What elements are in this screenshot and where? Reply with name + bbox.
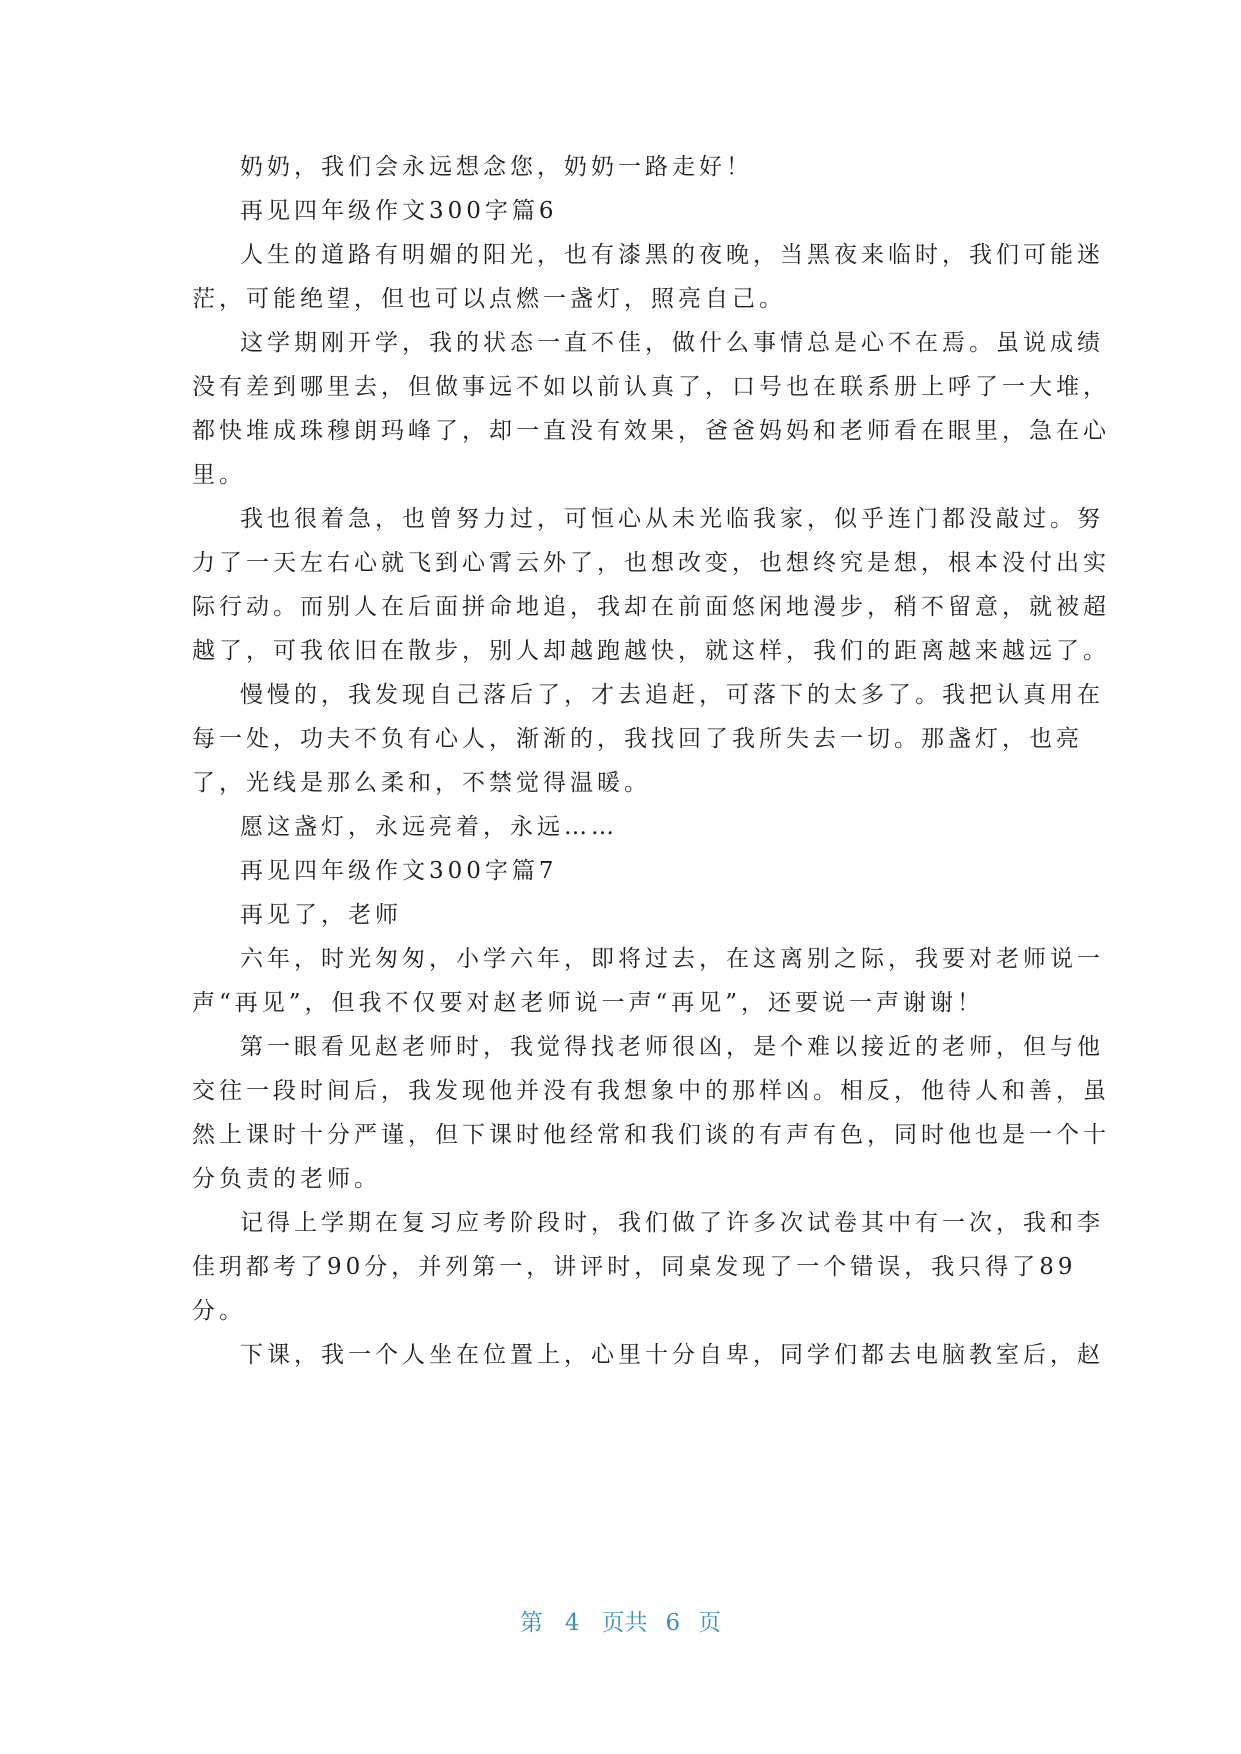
footer-prefix: 第: [519, 1610, 543, 1636]
essay-subtitle: 再见了，老师: [240, 902, 402, 928]
text-line: 我也很着急，也曾努力过，可恒心从未光临我家，似乎连门都没敲过。努: [240, 506, 1104, 532]
text-line: 佳玥都考了90分，并列第一，讲评时，同桌发现了一个错误，我只得了89: [192, 1254, 1077, 1280]
text-line: 都快堆成珠穆朗玛峰了，却一直没有效果，爸爸妈妈和老师看在眼里，急在心: [192, 418, 1110, 444]
text-line: 第一眼看见赵老师时，我觉得找老师很凶，是个难以接近的老师，但与他: [240, 1034, 1104, 1060]
text-line: 每一处，功夫不负有心人，渐渐的，我找回了我所失去一切。那盏灯，也亮: [192, 726, 1083, 752]
essay-heading-6: 再见四年级作文300字篇6: [240, 198, 558, 224]
text-line: 六年，时光匆匆，小学六年，即将过去，在这离别之际，我要对老师说一: [240, 946, 1104, 972]
footer-middle: 页共: [601, 1610, 648, 1636]
page-footer: [0, 1604, 1241, 1637]
text-line: 力了一天左右心就飞到心霄云外了，也想改变，也想终究是想，根本没付出实: [192, 550, 1110, 576]
footer-total-pages: 6: [665, 1610, 681, 1636]
text-line: 分。: [192, 1298, 246, 1324]
text-line: 了，光线是那么柔和，不禁觉得温暖。: [192, 770, 651, 796]
text-line: 声“再见”，但我不仅要对赵老师说一声“再见”，还要说一声谢谢！: [192, 990, 985, 1016]
text-line: 交往一段时间后，我发现他并没有我想象中的那样凶。相反，他待人和善，虽: [192, 1078, 1110, 1104]
text-line: 际行动。而别人在后面拼命地追，我却在前面悠闲地漫步，稍不留意，就被超: [192, 594, 1110, 620]
text-line: 奶奶，我们会永远想念您，奶奶一路走好！: [240, 154, 753, 180]
text-line: 人生的道路有明媚的阳光，也有漆黑的夜晚，当黑夜来临时，我们可能迷: [240, 242, 1104, 268]
text-line: 分负责的老师。: [192, 1166, 381, 1192]
text-line: 慢慢的，我发现自己落后了，才去追赶，可落下的太多了。我把认真用在: [240, 682, 1104, 708]
text-line: 然上课时十分严谨，但下课时他经常和我们谈的有声有色，同时他也是一个十: [192, 1122, 1110, 1148]
text-line: 记得上学期在复习应考阶段时，我们做了许多次试卷其中有一次，我和李: [240, 1210, 1104, 1236]
essay-heading-7: 再见四年级作文300字篇7: [240, 858, 558, 884]
text-line: 这学期刚开学，我的状态一直不佳，做什么事情总是心不在焉。虽说成绩: [240, 330, 1104, 356]
text-line: 越了，可我依旧在散步，别人却越跑越快，就这样，我们的距离越来越远了。: [192, 638, 1110, 664]
text-line: 下课，我一个人坐在位置上，心里十分自卑，同学们都去电脑教室后，赵: [240, 1342, 1104, 1368]
text-line: 愿这盏灯，永远亮着，永远……: [240, 814, 618, 840]
text-line: 茫，可能绝望，但也可以点燃一盏灯，照亮自己。: [192, 286, 786, 312]
text-line: 里。: [192, 462, 246, 488]
text-line: 没有差到哪里去，但做事远不如以前认真了，口号也在联系册上呼了一大堆，: [192, 374, 1110, 400]
footer-current-page: 4: [564, 1610, 580, 1636]
footer-suffix: 页: [698, 1610, 722, 1636]
